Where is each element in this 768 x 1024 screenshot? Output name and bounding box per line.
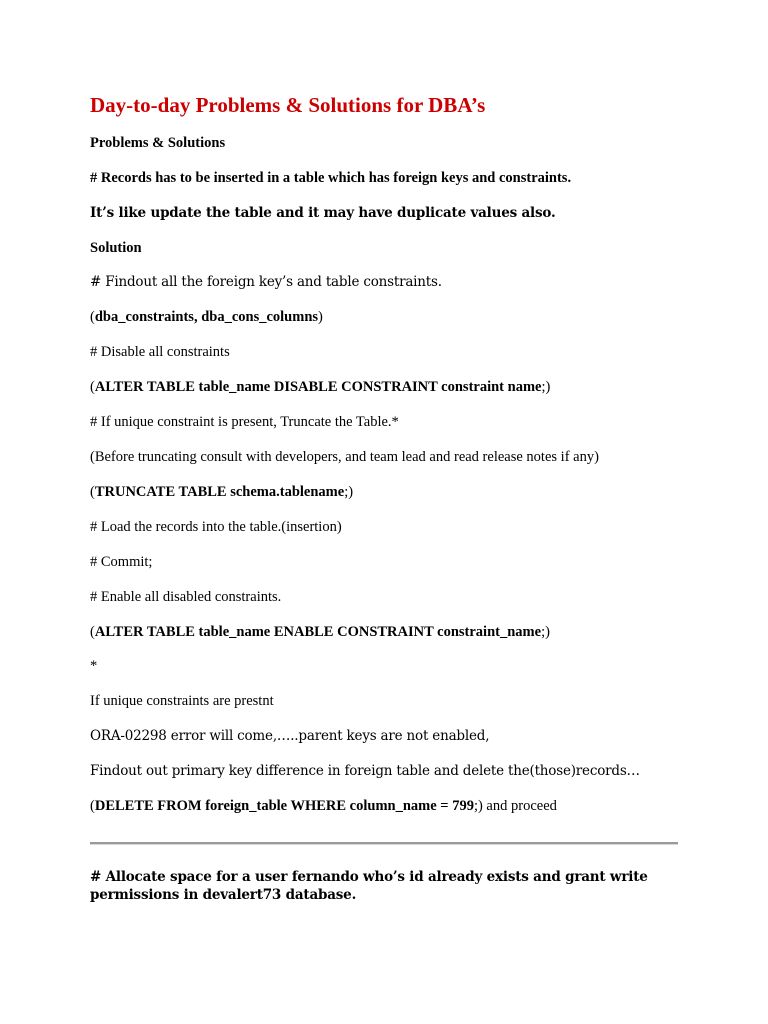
- step-disable-constraints: # Disable all constraints: [90, 344, 230, 360]
- alter-enable-command: ALTER TABLE table_name ENABLE CONSTRAINT constraint_name: [94, 624, 542, 640]
- footnote-delete-command: [90, 797, 557, 815]
- truncate-command: TRUNCATE TABLE schema.tablename: [94, 484, 345, 500]
- alter-disable-command: ALTER TABLE table_name DISABLE CONSTRAINT constraint name: [94, 379, 542, 395]
- horizontal-rule: [90, 842, 678, 845]
- step-commit: # Commit;: [90, 554, 153, 570]
- step-load-records: # Load the records into the table.(insertion): [90, 519, 342, 535]
- dictionary-views-command: dba_constraints, dba_cons_columns: [94, 309, 319, 325]
- paren-open: (: [90, 309, 95, 325]
- footnote-ora-error: ORA-02298 error will come,…..parent keys are not enabled,: [90, 728, 490, 744]
- delete-command: DELETE FROM foreign_table WHERE column_name = 799: [94, 798, 474, 814]
- footnote-asterisk: *: [90, 658, 98, 674]
- step-enable-constraints: # Enable all disabled constraints.: [90, 589, 282, 605]
- paren-open: (: [90, 798, 95, 814]
- step-truncate-command: [90, 483, 353, 501]
- problem-1-heading: # Records has to be inserted in a table which has foreign keys and constraints.: [90, 170, 572, 186]
- paren-open: (: [90, 624, 95, 640]
- problem-2-heading: # Allocate space for a user fernando who’s id already exists and grant write permissions in devalert73 database.: [90, 869, 648, 903]
- paren-open: (: [90, 484, 95, 500]
- page-title: Day-to-day Problems & Solutions for DBA’s: [90, 93, 486, 117]
- step-findout-constraints: # Findout all the foreign key’s and table constraints.: [90, 274, 442, 290]
- section-subtitle: Problems & Solutions: [90, 135, 226, 151]
- paren-close: ;): [344, 484, 354, 500]
- step-consult-note: (Before truncating consult with developers, and team lead and read release notes if any): [90, 449, 599, 465]
- paren-close: ;): [541, 379, 551, 395]
- footnote-unique-note: If unique constraints are prestnt: [90, 693, 274, 709]
- paren-close: ;): [541, 624, 550, 640]
- step-alter-disable: [90, 378, 550, 396]
- step-dictionary-views: [90, 308, 323, 326]
- step-alter-enable: [90, 623, 550, 641]
- problem-1-note: It’s like update the table and it may have duplicate values also.: [90, 205, 556, 221]
- footnote-findout-pk: Findout out primary key difference in foreign table and delete the(those)records…: [90, 763, 640, 779]
- paren-close-proceed: ;) and proceed: [473, 798, 557, 814]
- solution-heading: Solution: [90, 240, 142, 256]
- paren-close: ): [318, 309, 323, 325]
- paren-open: (: [90, 379, 95, 395]
- step-truncate-note: # If unique constraint is present, Truncate the Table.*: [90, 414, 399, 430]
